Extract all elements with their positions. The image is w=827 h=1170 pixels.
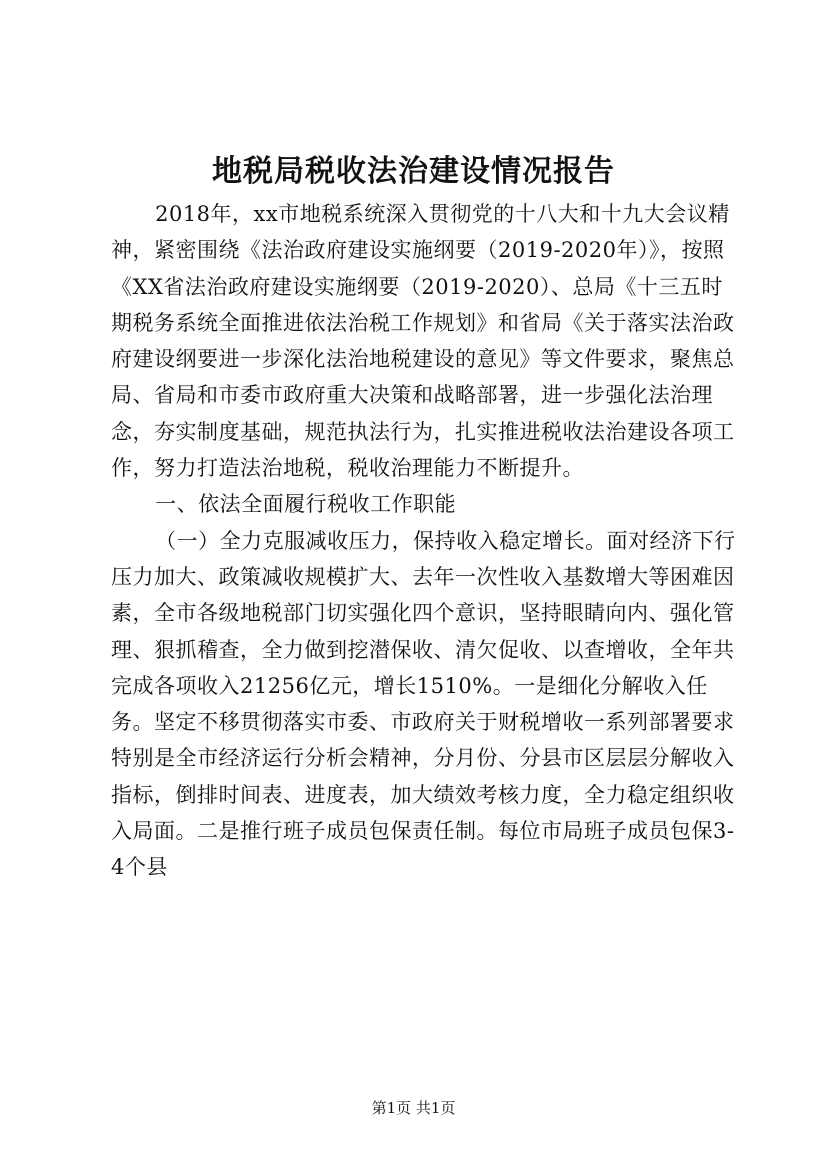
page-number: 第1页 共1页: [371, 1099, 456, 1117]
page-footer: [0, 1097, 827, 1118]
document-body: [111, 196, 743, 886]
body-paragraph: （一）全力克服减收压力，保持收入稳定增长。面对经济下行压力加大、政策减收规模扩大、去年一次性收入基数增大等困难因素，全市各级地税部门切实强化四个意识，坚持眼睛向内、强化管理、狠抓稽查，全力做到挖潜保收、清欠促收、以查增收，全年共完成各项收入21256亿元，增长1510%。一是细化分解收入任务。坚定不移贯彻落实市委、市政府关于财税增收一系列部署要求特别是全市经济运行分析会精神，分月份、分县市区层层分解收入指标，倒排时间表、进度表，加大绩效考核力度，全力稳定组织收入局面。二是推行班子成员包保责任制。每位市局班子成员包保3-4个县: [111, 528, 736, 880]
intro-paragraph: 2018年，xx市地税系统深入贯彻党的十八大和十九大会议精神，紧密围绕《法治政府建设实施纲要（2019-2020年）》，按照《XX省法治政府建设实施纲要（2019-2020）、总局《十三五时期税务系统全面推进依法治税工作规划》和省局《关于落实法治政府建设纲要进一步深化法治地税建设的意见》等文件要求，聚焦总局、省局和市委市政府重大决策和战略部署，进一步强化法治理念，夯实制度基础，规范执法行为，扎实推进税收法治建设各项工作，努力打造法治地税，税收治理能力不断提升。: [111, 202, 735, 481]
document-title: 地税局税收法治建设情况报告: [212, 154, 615, 189]
section-heading: 一、依法全面履行税收工作职能: [155, 492, 457, 517]
